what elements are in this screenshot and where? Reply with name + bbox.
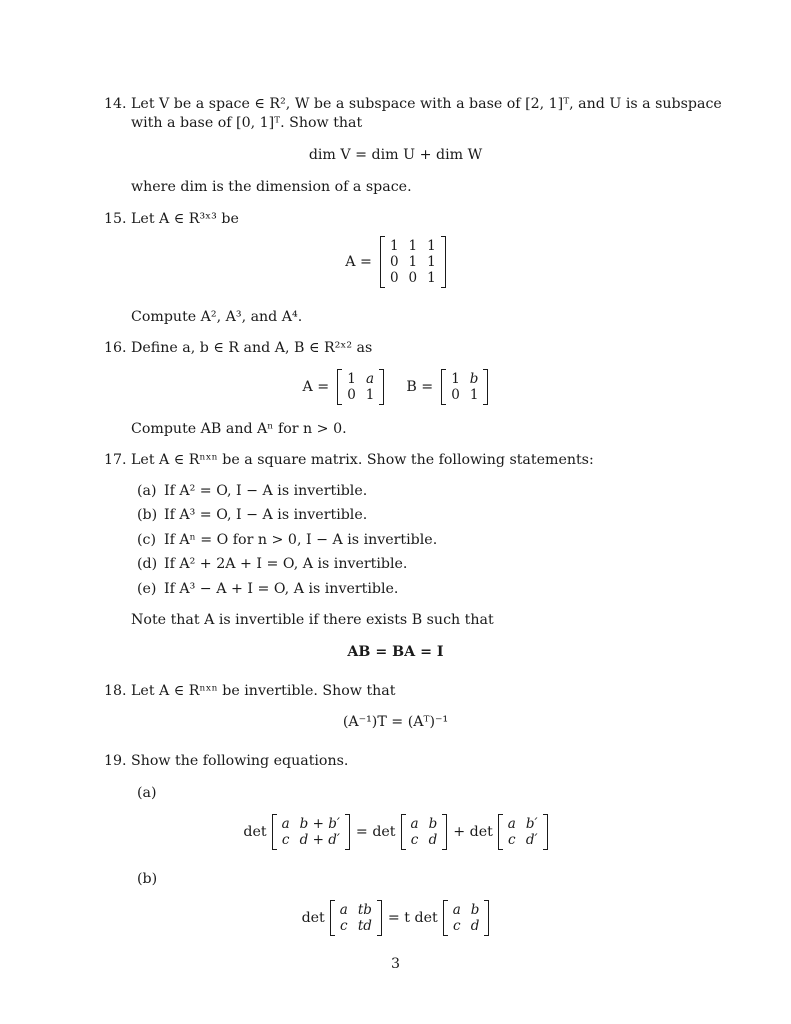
- matrix-cell: b: [470, 902, 480, 918]
- matrix-cell: a: [366, 371, 375, 387]
- problem-16-number: 16.: [104, 340, 127, 356]
- matrix-cell: a: [281, 816, 290, 832]
- problem-17-item-label: (e): [137, 581, 157, 597]
- det-operator: det: [243, 824, 267, 840]
- matrix-cell: 0: [389, 254, 399, 270]
- matrix-lhs: [330, 900, 382, 936]
- matrix-cell: 0: [408, 270, 418, 286]
- matrix-cell: d + d′: [299, 832, 340, 848]
- problem-17-item-label: (a): [137, 483, 157, 499]
- matrix-b: [441, 369, 488, 405]
- problem-17-equation: AB = BA = I: [347, 644, 444, 660]
- problem-17-item-text: If A³ − A + I = O, A is invertible.: [164, 581, 399, 597]
- problem-14-number: 14.: [104, 96, 127, 112]
- problem-17-item-text: If Aⁿ = O for n > 0, I − A is invertible.: [164, 532, 438, 548]
- problem-17-note: Note that A is invertible if there exists B such that: [131, 612, 494, 628]
- matrix-cell: td: [357, 918, 372, 934]
- matrix-cell: b: [428, 816, 438, 832]
- problem-18-equation: (A⁻¹)T = (Aᵀ)⁻¹: [342, 714, 449, 730]
- matrix-cell: 1: [408, 254, 418, 270]
- matrix-cell: a: [452, 902, 461, 918]
- det-operator: det: [301, 910, 325, 926]
- matrix-cell: 1: [469, 387, 479, 403]
- matrix-a-label: A =: [302, 379, 330, 395]
- matrix-cell: c: [340, 918, 348, 934]
- problem-18-number: 18.: [104, 683, 127, 699]
- matrix-lhs: [272, 814, 350, 850]
- problem-15-line2: Compute A², A³, and A⁴.: [131, 309, 303, 325]
- problem-19-number: 19.: [104, 753, 127, 769]
- matrix-cell: c: [452, 918, 461, 934]
- problem-16-line2: Compute AB and Aⁿ for n > 0.: [131, 421, 347, 437]
- matrix-cell: 0: [389, 270, 399, 286]
- problem-19-part-b-label: (b): [137, 871, 158, 887]
- matrix-cell: tb: [357, 902, 372, 918]
- matrix-cell: a: [339, 902, 348, 918]
- matrix-m2: [498, 814, 548, 850]
- matrix-cell: c: [281, 832, 290, 848]
- problem-19-part-a-label: (a): [137, 785, 157, 801]
- matrix-rhs: [443, 900, 490, 936]
- problem-17-item-text: If A² + 2A + I = O, A is invertible.: [164, 556, 408, 572]
- problem-17-number: 17.: [104, 452, 127, 468]
- matrix-cell: 0: [451, 387, 460, 403]
- problem-14-line3: where dim is the dimension of a space.: [131, 179, 412, 195]
- matrix-cell: d: [470, 918, 480, 934]
- problem-17-item-label: (c): [137, 532, 157, 548]
- matrix-b-label: B =: [406, 379, 434, 395]
- problem-17-item-text: If A² = O, I − A is invertible.: [164, 483, 368, 499]
- matrix-cell: c: [410, 832, 419, 848]
- matrix-cell: a: [410, 816, 419, 832]
- problem-15-line1: Let A ∈ R³ˣ³ be: [131, 211, 239, 227]
- matrix-cell: b: [469, 371, 479, 387]
- equals-det: = det: [355, 824, 396, 840]
- matrix-cell: c: [508, 832, 516, 848]
- matrix-m1: [401, 814, 448, 850]
- matrix-cell: 1: [365, 387, 375, 403]
- problem-14-line2: with a base of [0, 1]ᵀ. Show that: [131, 115, 363, 131]
- problem-15-matrix-equation: [0, 236, 791, 288]
- matrix-cell: d′: [525, 832, 538, 848]
- matrix-cell: 1: [408, 238, 418, 254]
- matrix-cell: 0: [347, 387, 356, 403]
- problem-19-line1: Show the following equations.: [131, 753, 349, 769]
- matrix-cell: b′: [525, 816, 538, 832]
- problem-17-line1: Let A ∈ Rⁿˣⁿ be a square matrix. Show the following statements:: [131, 452, 594, 468]
- problem-17-item-label: (b): [137, 507, 158, 523]
- matrix-cell: 1: [451, 371, 460, 387]
- matrix-a-label: A =: [345, 254, 372, 270]
- problem-19-part-a-equation: [0, 814, 791, 850]
- page-number: 3: [390, 956, 401, 972]
- matrix-a: [337, 369, 384, 405]
- matrix-3x3: [380, 236, 446, 288]
- problem-17-item-label: (d): [137, 556, 158, 572]
- matrix-cell: 1: [427, 270, 436, 286]
- matrix-cell: d: [428, 832, 438, 848]
- problem-17-item-text: If A³ = O, I − A is invertible.: [164, 507, 368, 523]
- matrix-cell: 1: [427, 254, 436, 270]
- problem-19-part-b-equation: [0, 900, 791, 936]
- problem-16-matrix-equation: [0, 369, 791, 405]
- matrix-cell: 1: [389, 238, 399, 254]
- problem-18-line1: Let A ∈ Rⁿˣⁿ be invertible. Show that: [131, 683, 396, 699]
- plus-det: + det: [453, 824, 493, 840]
- problem-14-equation: dim V = dim U + dim W: [308, 147, 483, 163]
- matrix-cell: a: [507, 816, 516, 832]
- matrix-cell: b + b′: [299, 816, 340, 832]
- problem-15-number: 15.: [104, 211, 127, 227]
- matrix-cell: 1: [427, 238, 436, 254]
- problem-14-line1: Let V be a space ∈ R², W be a subspace with a base of [2, 1]ᵀ, and U is a subspace: [131, 96, 722, 112]
- problem-16-line1: Define a, b ∈ R and A, B ∈ R²ˣ² as: [131, 340, 373, 356]
- matrix-cell: 1: [347, 371, 356, 387]
- equals-t-det: = t det: [387, 910, 438, 926]
